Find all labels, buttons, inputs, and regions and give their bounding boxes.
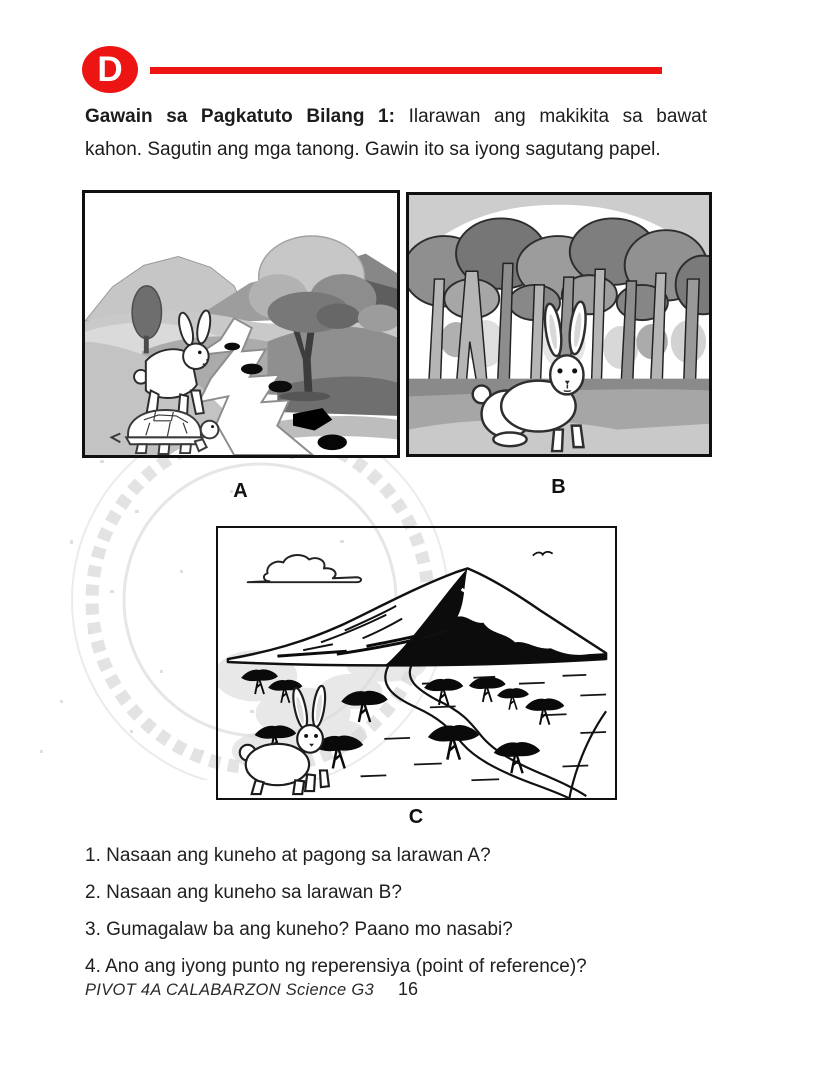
instructions-line1-rest: Ilarawan ang makikita sa bawat	[408, 106, 708, 127]
question-4: 4. Ano ang iyong punto ng reperensiya (point of reference)?	[85, 956, 587, 977]
figure-b-illustration	[409, 195, 709, 454]
question-list	[85, 845, 745, 993]
page-number: 16	[398, 979, 419, 999]
module-letter: D	[97, 50, 123, 89]
question-1: 1. Nasaan ang kuneho at pagong sa larawan A?	[85, 845, 491, 866]
question-3: 3. Gumagalaw ba ang kuneho? Paano mo nasabi?	[85, 919, 513, 940]
figure-b	[406, 192, 712, 499]
instructions-line1	[85, 100, 707, 133]
figure-c	[216, 526, 617, 829]
figure-label-a: A	[233, 480, 249, 502]
figure-a-illustration	[85, 193, 397, 455]
module-letter-badge	[82, 46, 138, 93]
instructions-paragraph	[85, 100, 707, 166]
question-2: 2. Nasaan ang kuneho sa larawan B?	[85, 882, 402, 903]
activity-title: Gawain sa Pagkatuto Bilang 1:	[85, 106, 395, 127]
figure-c-illustration	[218, 528, 615, 798]
figure-a	[82, 190, 400, 503]
bird-icon	[533, 552, 553, 556]
figure-label-b: B	[551, 476, 567, 498]
cloud-icon	[248, 555, 361, 582]
figure-b-frame	[406, 192, 712, 457]
figure-a-frame	[82, 190, 400, 458]
footer-text: PIVOT 4A CALABARZON Science G3	[85, 981, 374, 999]
figure-label-c: C	[408, 806, 425, 828]
plain-dashes-c	[361, 675, 607, 780]
header-rule	[150, 67, 662, 74]
figure-c-frame	[216, 526, 617, 800]
instructions-line2: kahon. Sagutin ang mga tanong. Gawin ito sa iyong sagutang papel.	[85, 139, 661, 160]
